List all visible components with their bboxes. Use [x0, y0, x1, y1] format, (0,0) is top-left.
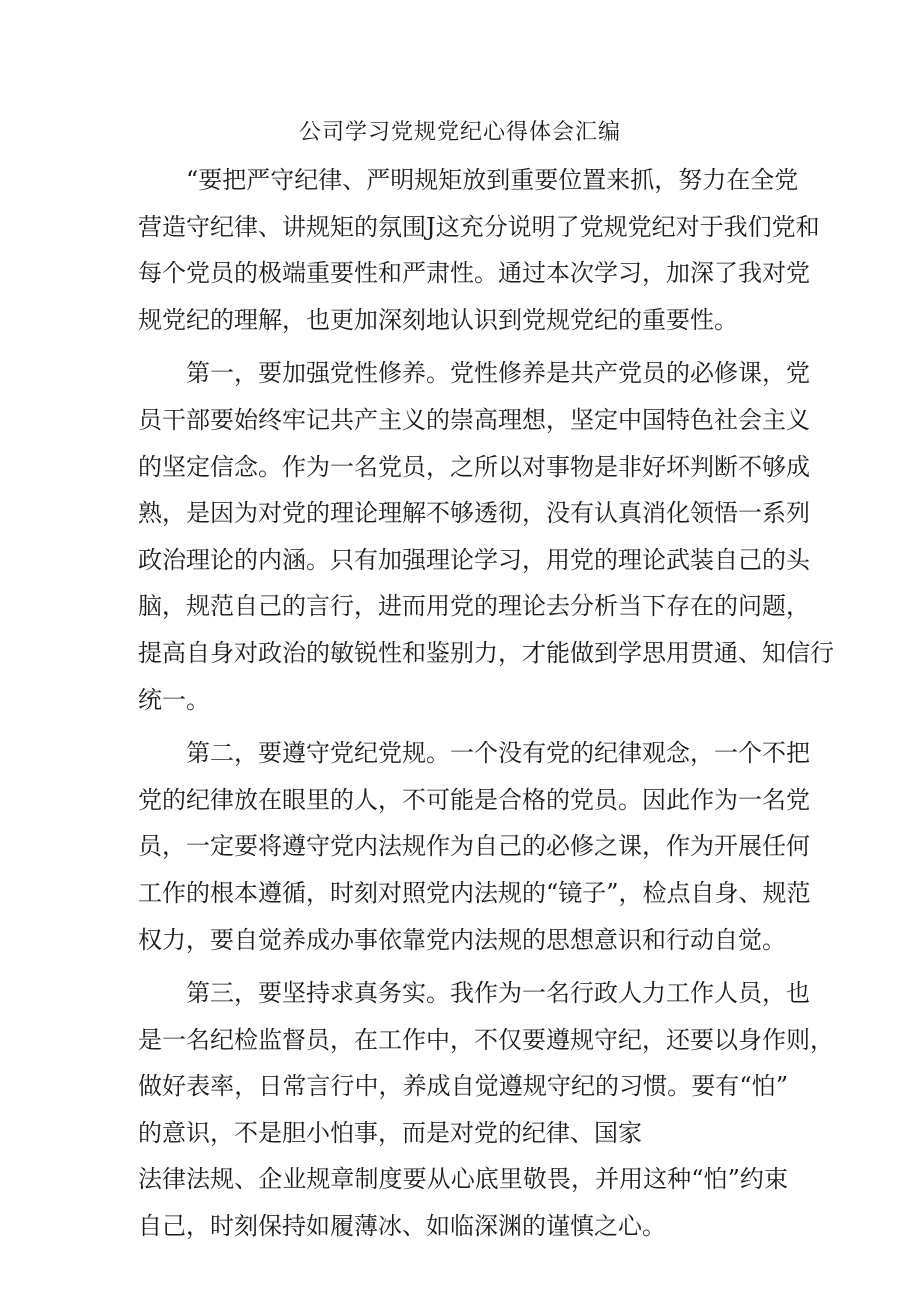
- paragraph: [138, 157, 820, 343]
- text-line: 第一，要加强党性修养。党性修养是共产党员的必修课，党: [186, 359, 810, 388]
- text-line: 党的纪律放在眼里的人，不可能是合格的党员。因此作为一名党: [138, 785, 810, 814]
- text-line: 熟，是因为对党的理论理解不够透彻，没有认真消化领悟一系列: [138, 499, 810, 528]
- text-line: 营造守纪律、讲规矩的氛围J这充分说明了党规党纪对于我们党和: [138, 212, 820, 241]
- text-line: 脑，规范自己的言行，进而用党的理论去分析当下存在的问题，: [138, 592, 810, 621]
- document-body: [138, 157, 834, 1250]
- text-line: 统一。: [138, 685, 210, 714]
- text-line: 的坚定信念。作为一名党员，之所以对事物是非好坏判断不够成: [138, 452, 810, 481]
- text-line: 员，一定要将遵守党内法规作为自己的必修之课，作为开展任何: [138, 832, 810, 861]
- paragraph: [138, 350, 834, 723]
- text-line: 规党纪的理解，也更加深刻地认识到党规党纪的重要性。: [138, 305, 738, 334]
- text-line: “要把严守纪律、严明规矩放到重要位置来抓，努力在全党: [186, 166, 799, 194]
- paragraph: [138, 730, 811, 963]
- paragraph: [138, 970, 834, 1250]
- text-line: 自己，时刻保持如履薄冰、如临深渊的谨慎之心。: [138, 1212, 666, 1241]
- text-line: 法律法规、企业规章制度要从心底里敬畏，并用这种“怕”约束: [138, 1165, 788, 1194]
- text-line: 第二，要遵守党纪党规。一个没有党的纪律观念，一个不把: [186, 739, 810, 768]
- text-line: 工作的根本遵循，时刻对照党内法规的“镜子”，检点自身、规范: [138, 878, 811, 907]
- text-line: 第三，要坚持求真务实。我作为一名行政人力工作人员，也: [186, 979, 810, 1008]
- document-title: 公司学习党规党纪心得体会汇编: [298, 120, 621, 145]
- text-line: 每个党员的极端重要性和严肃性。通过本次学习，加深了我对党: [138, 259, 810, 288]
- text-line: 员干部要始终牢记共产主义的崇高理想，坚定中国特色社会主义: [138, 405, 810, 434]
- text-line: 的意识，不是胆小怕事，而是对党的纪律、国家: [138, 1118, 642, 1147]
- text-line: 是一名纪检监督员，在工作中，不仅要遵规守纪，还要以身作则，: [138, 1025, 834, 1054]
- text-line: 权力，要自觉养成办事依靠党内法规的思想意识和行动自觉。: [138, 925, 786, 954]
- text-line: 政治理论的内涵。只有加强理论学习，用党的理论武装自己的头: [138, 545, 810, 574]
- text-line: 做好表率，日常言行中，养成自觉遵规守纪的习惯。要有“怕”: [138, 1072, 788, 1101]
- text-line: 提高自身对政治的敏锐性和鉴别力，才能做到学思用贯通、知信行: [138, 638, 834, 667]
